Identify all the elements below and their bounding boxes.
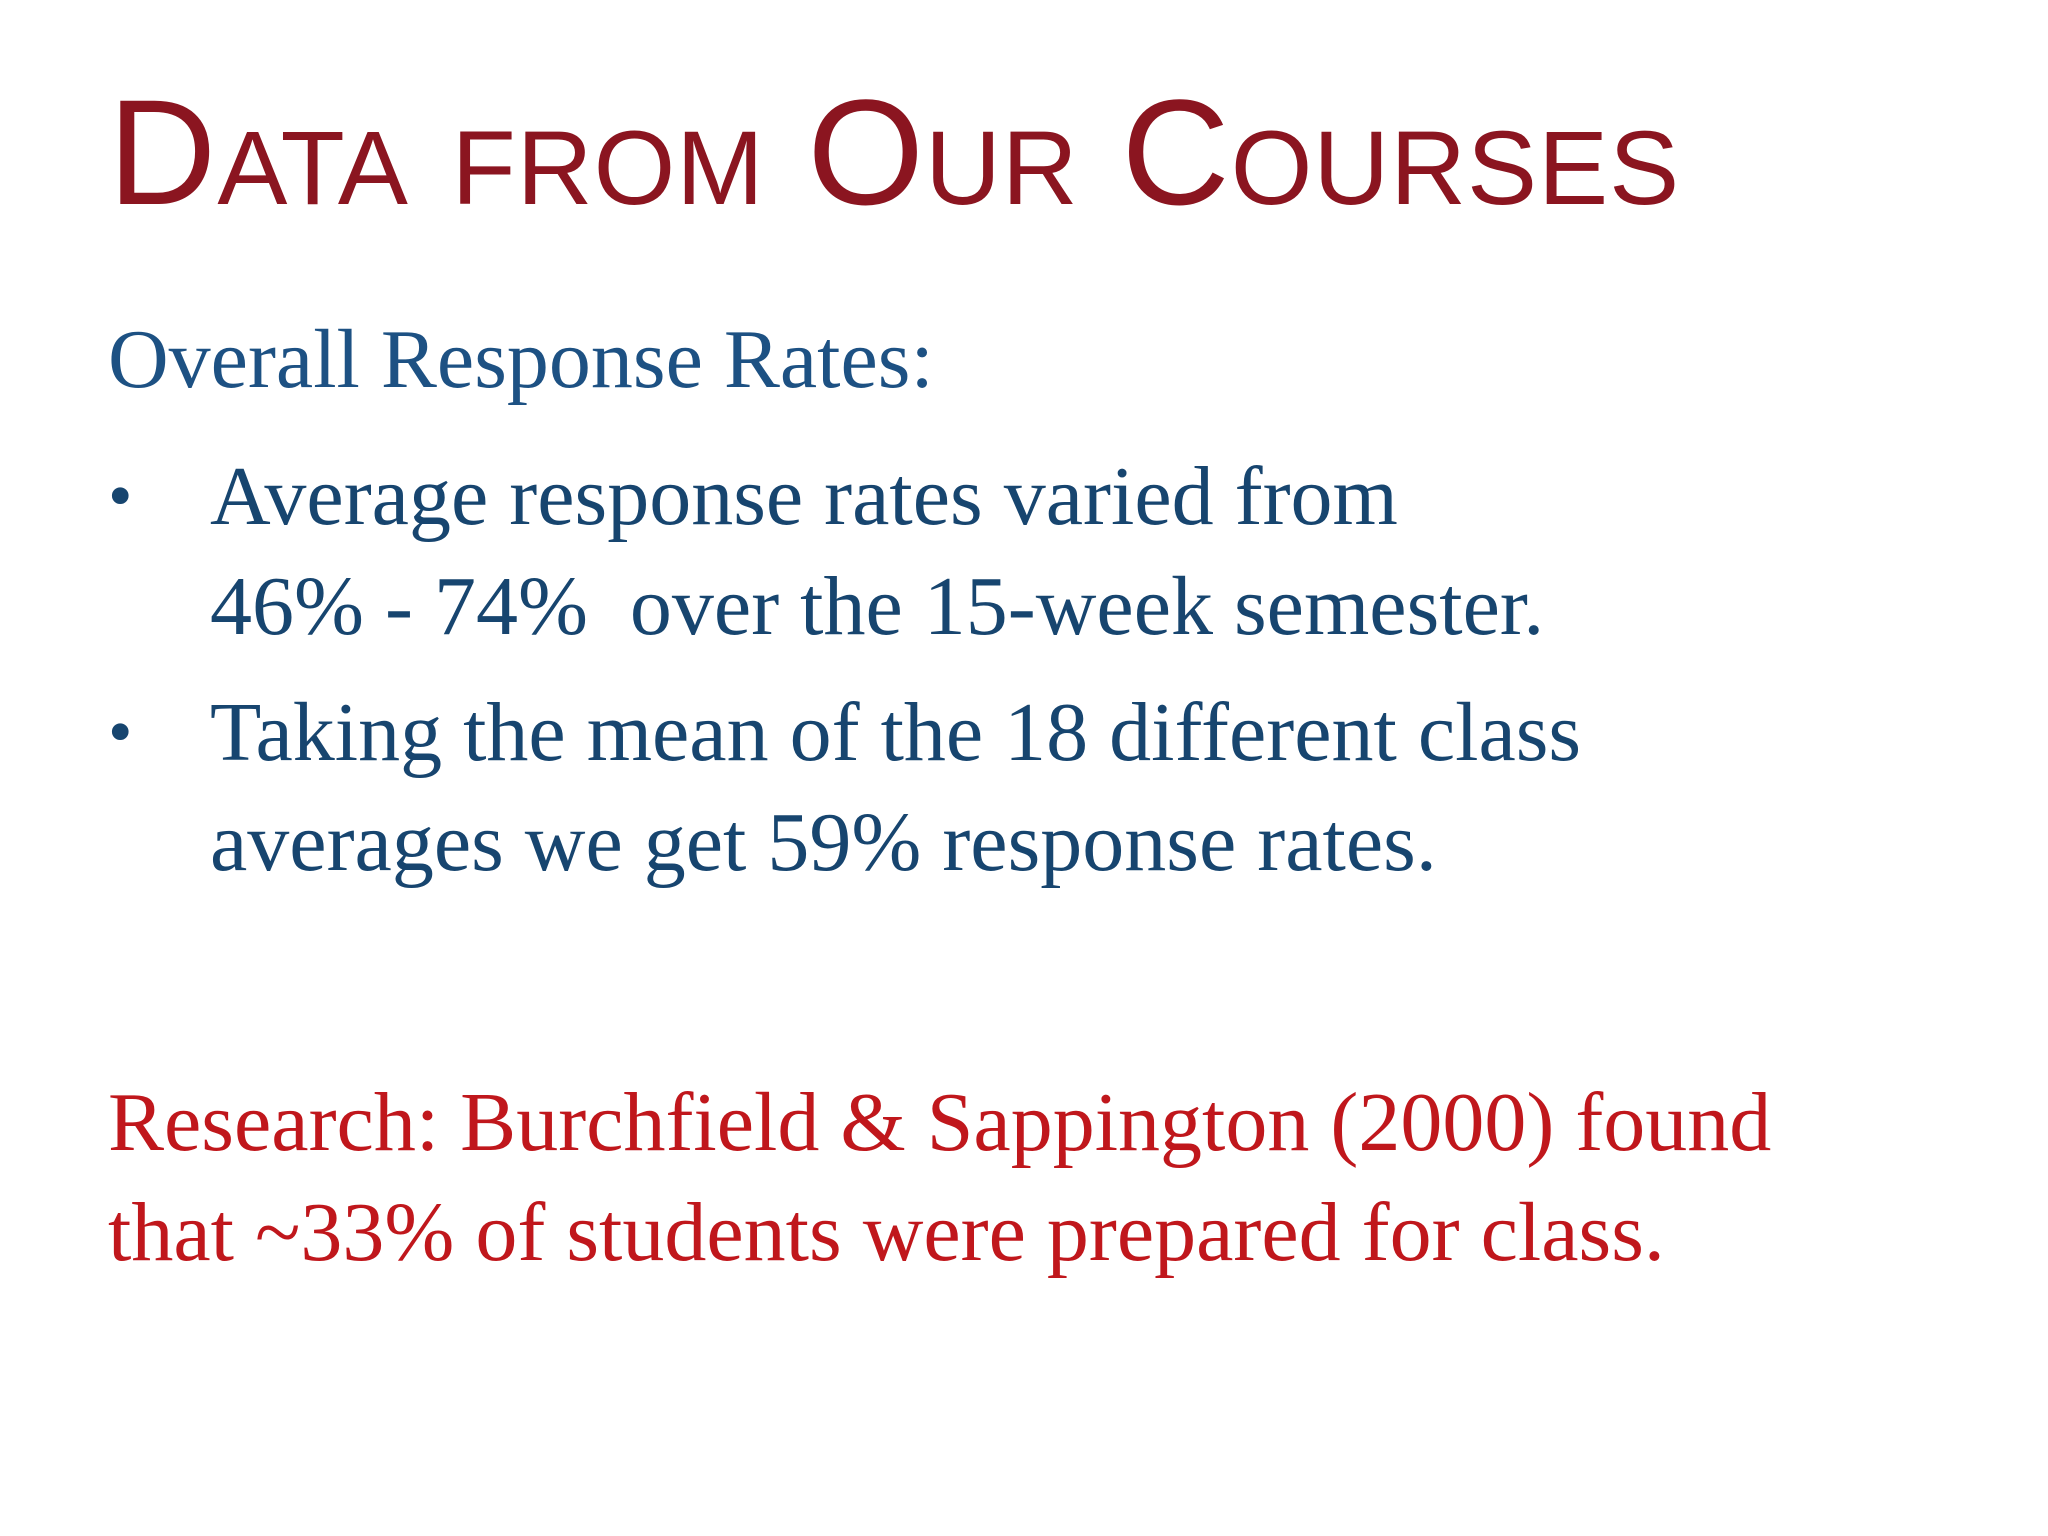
bullet-text-line-2: 46% - 74% over the 15-week semester. bbox=[210, 560, 1545, 653]
bullet-text-line-1: Average response rates varied from bbox=[210, 450, 1398, 543]
section-heading: Overall Response Rates: bbox=[108, 313, 934, 406]
bullet-list bbox=[108, 442, 2008, 914]
bullet-text-line-2: averages we get 59% response rates. bbox=[210, 796, 1437, 889]
bullet-item-mean-response bbox=[108, 678, 2008, 898]
research-note bbox=[108, 1068, 2008, 1288]
research-line-2: that ~33% of students were prepared for class. bbox=[108, 1186, 1665, 1279]
bullet-item-response-range bbox=[108, 442, 2008, 662]
bullet-icon: • bbox=[108, 694, 133, 771]
slide-title: Data from Our Courses bbox=[108, 68, 1681, 236]
research-line-1: Research: Burchfield & Sappington (2000) found bbox=[108, 1076, 1772, 1169]
bullet-text-line-1: Taking the mean of the 18 different class bbox=[210, 686, 1582, 779]
bullet-icon: • bbox=[108, 458, 133, 535]
